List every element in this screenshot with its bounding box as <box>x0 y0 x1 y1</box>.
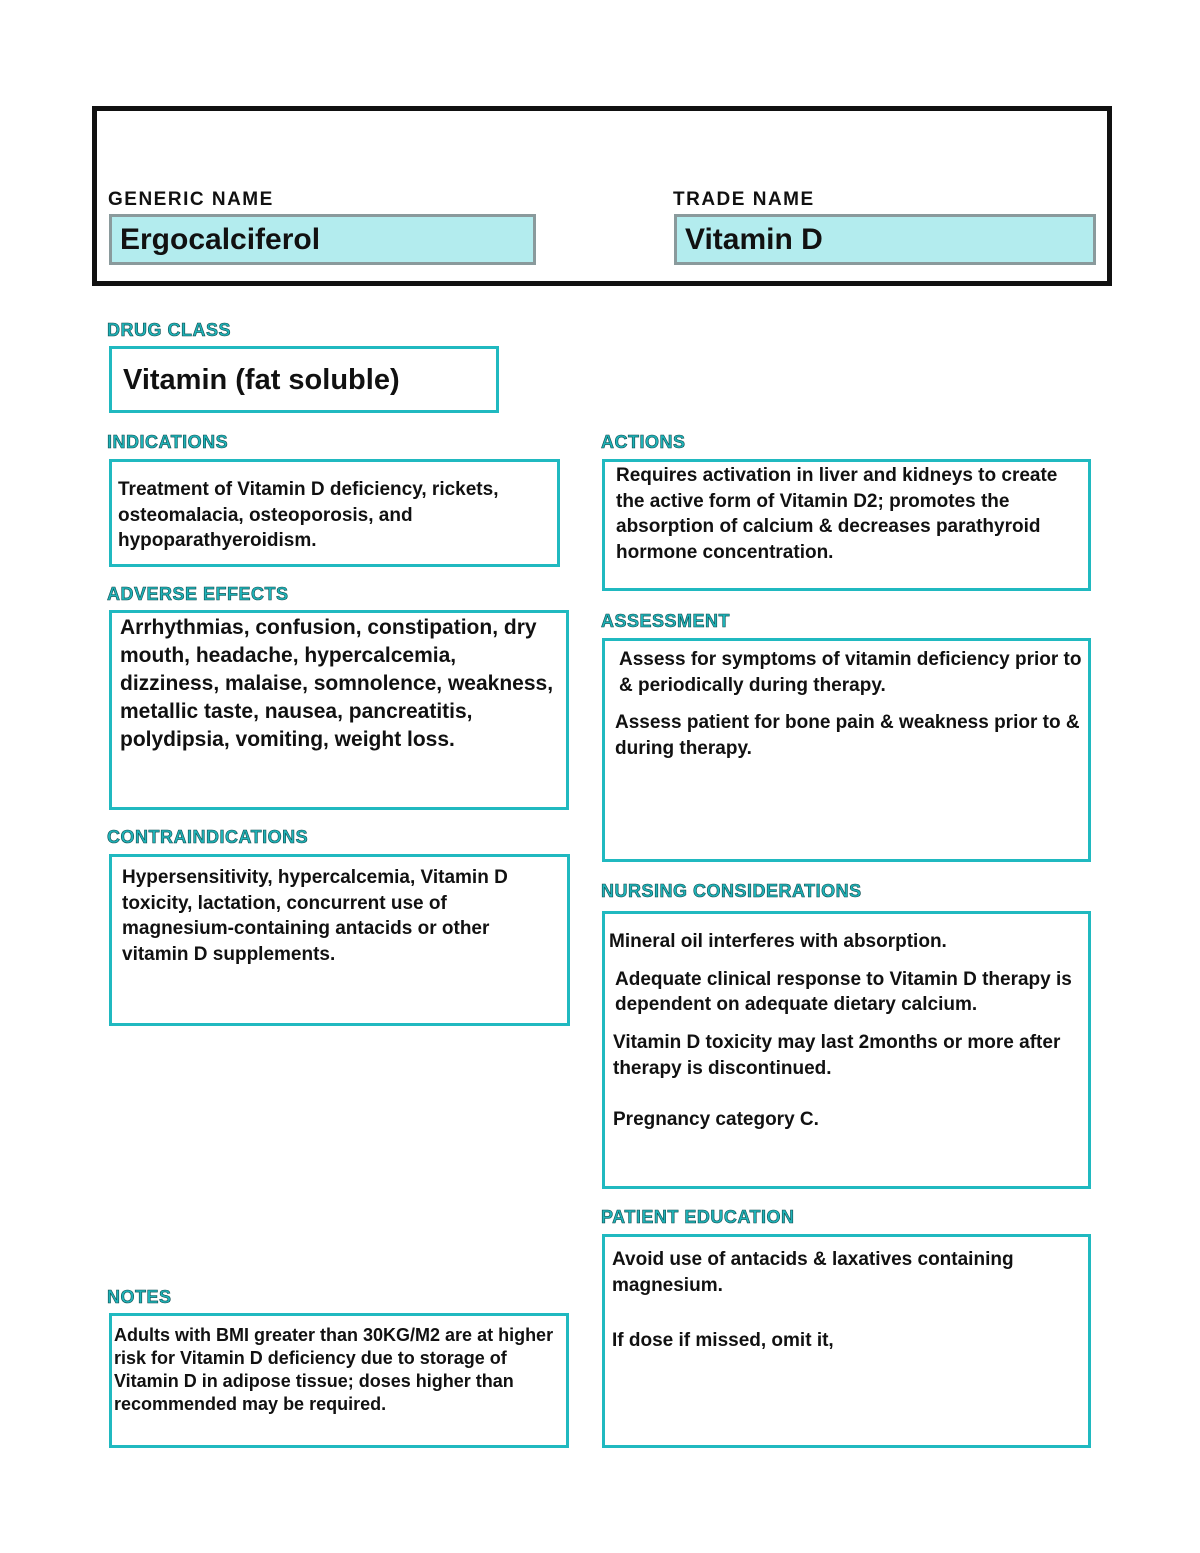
adverse-effects-box <box>109 610 569 810</box>
patient-education-box <box>602 1234 1091 1448</box>
assessment-item: Assess for symptoms of vitamin deficiency prior to & periodically during therapy. <box>619 649 1082 696</box>
drug-class-field: Vitamin (fat soluble) <box>109 346 499 413</box>
generic-name-field: Ergocalciferol <box>109 214 536 265</box>
notes-label: NOTES <box>107 1287 172 1307</box>
actions-label: ACTIONS <box>601 432 686 452</box>
patient-education-label: PATIENT EDUCATION <box>601 1207 795 1227</box>
assessment-box <box>602 638 1091 862</box>
trade-name-label: TRADE NAME <box>673 189 815 210</box>
drug-class-label: DRUG CLASS <box>107 320 232 340</box>
notes-box <box>109 1313 569 1448</box>
contraindications-text: Hypersensitivity, hypercalcemia, Vitamin D toxicity, lactation, concurrent use of magnesium-containing antacids or other vitamin D supplements. <box>122 867 508 965</box>
patient-education-item: Avoid use of antacids & laxatives containing magnesium. <box>612 1249 1014 1296</box>
nursing-item: Mineral oil interferes with absorption. <box>609 931 947 952</box>
nursing-considerations-box <box>602 911 1091 1189</box>
indications-label: INDICATIONS <box>107 432 229 452</box>
actions-text: Requires activation in liver and kidneys to create the active form of Vitamin D2; promotes the absorption of calcium & decreases parathyroid hormone concentration. <box>616 465 1058 563</box>
nursing-item: Pregnancy category C. <box>613 1109 819 1131</box>
assessment-item: Assess patient for bone pain & weakness prior to & during therapy. <box>615 712 1080 759</box>
indications-box <box>109 459 560 567</box>
adverse-effects-label: ADVERSE EFFECTS <box>107 584 289 604</box>
adverse-effects-text: Arrhythmias, confusion, constipation, dry mouth, headache, hypercalcemia, dizziness, malaise, somnolence, weakness, metallic taste, nausea, pancreatitis, polydipsia, vomiting, weight loss. <box>120 616 554 751</box>
notes-text: Adults with BMI greater than 30KG/M2 are at higher risk for Vitamin D deficiency due to storage of Vitamin D in adipose tissue; doses higher than recommended may be required. <box>114 1325 554 1415</box>
nursing-considerations-label: NURSING CONSIDERATIONS <box>601 881 862 901</box>
assessment-label: ASSESSMENT <box>601 611 731 631</box>
nursing-item: Adequate clinical response to Vitamin D therapy is dependent on adequate dietary calcium. <box>615 968 1072 1016</box>
patient-education-item: If dose if missed, omit it, <box>612 1330 834 1352</box>
contraindications-box <box>109 854 570 1026</box>
indications-text: Treatment of Vitamin D deficiency, rickets, osteomalacia, osteoporosis, and hypoparathyeroidism. <box>118 479 499 552</box>
nursing-item: Vitamin D toxicity may last 2months or more after therapy is discontinued. <box>613 1031 1061 1079</box>
trade-name-field: Vitamin D <box>674 214 1096 265</box>
actions-box <box>602 459 1091 591</box>
contraindications-label: CONTRAINDICATIONS <box>107 827 309 847</box>
generic-name-label: GENERIC NAME <box>108 189 274 210</box>
